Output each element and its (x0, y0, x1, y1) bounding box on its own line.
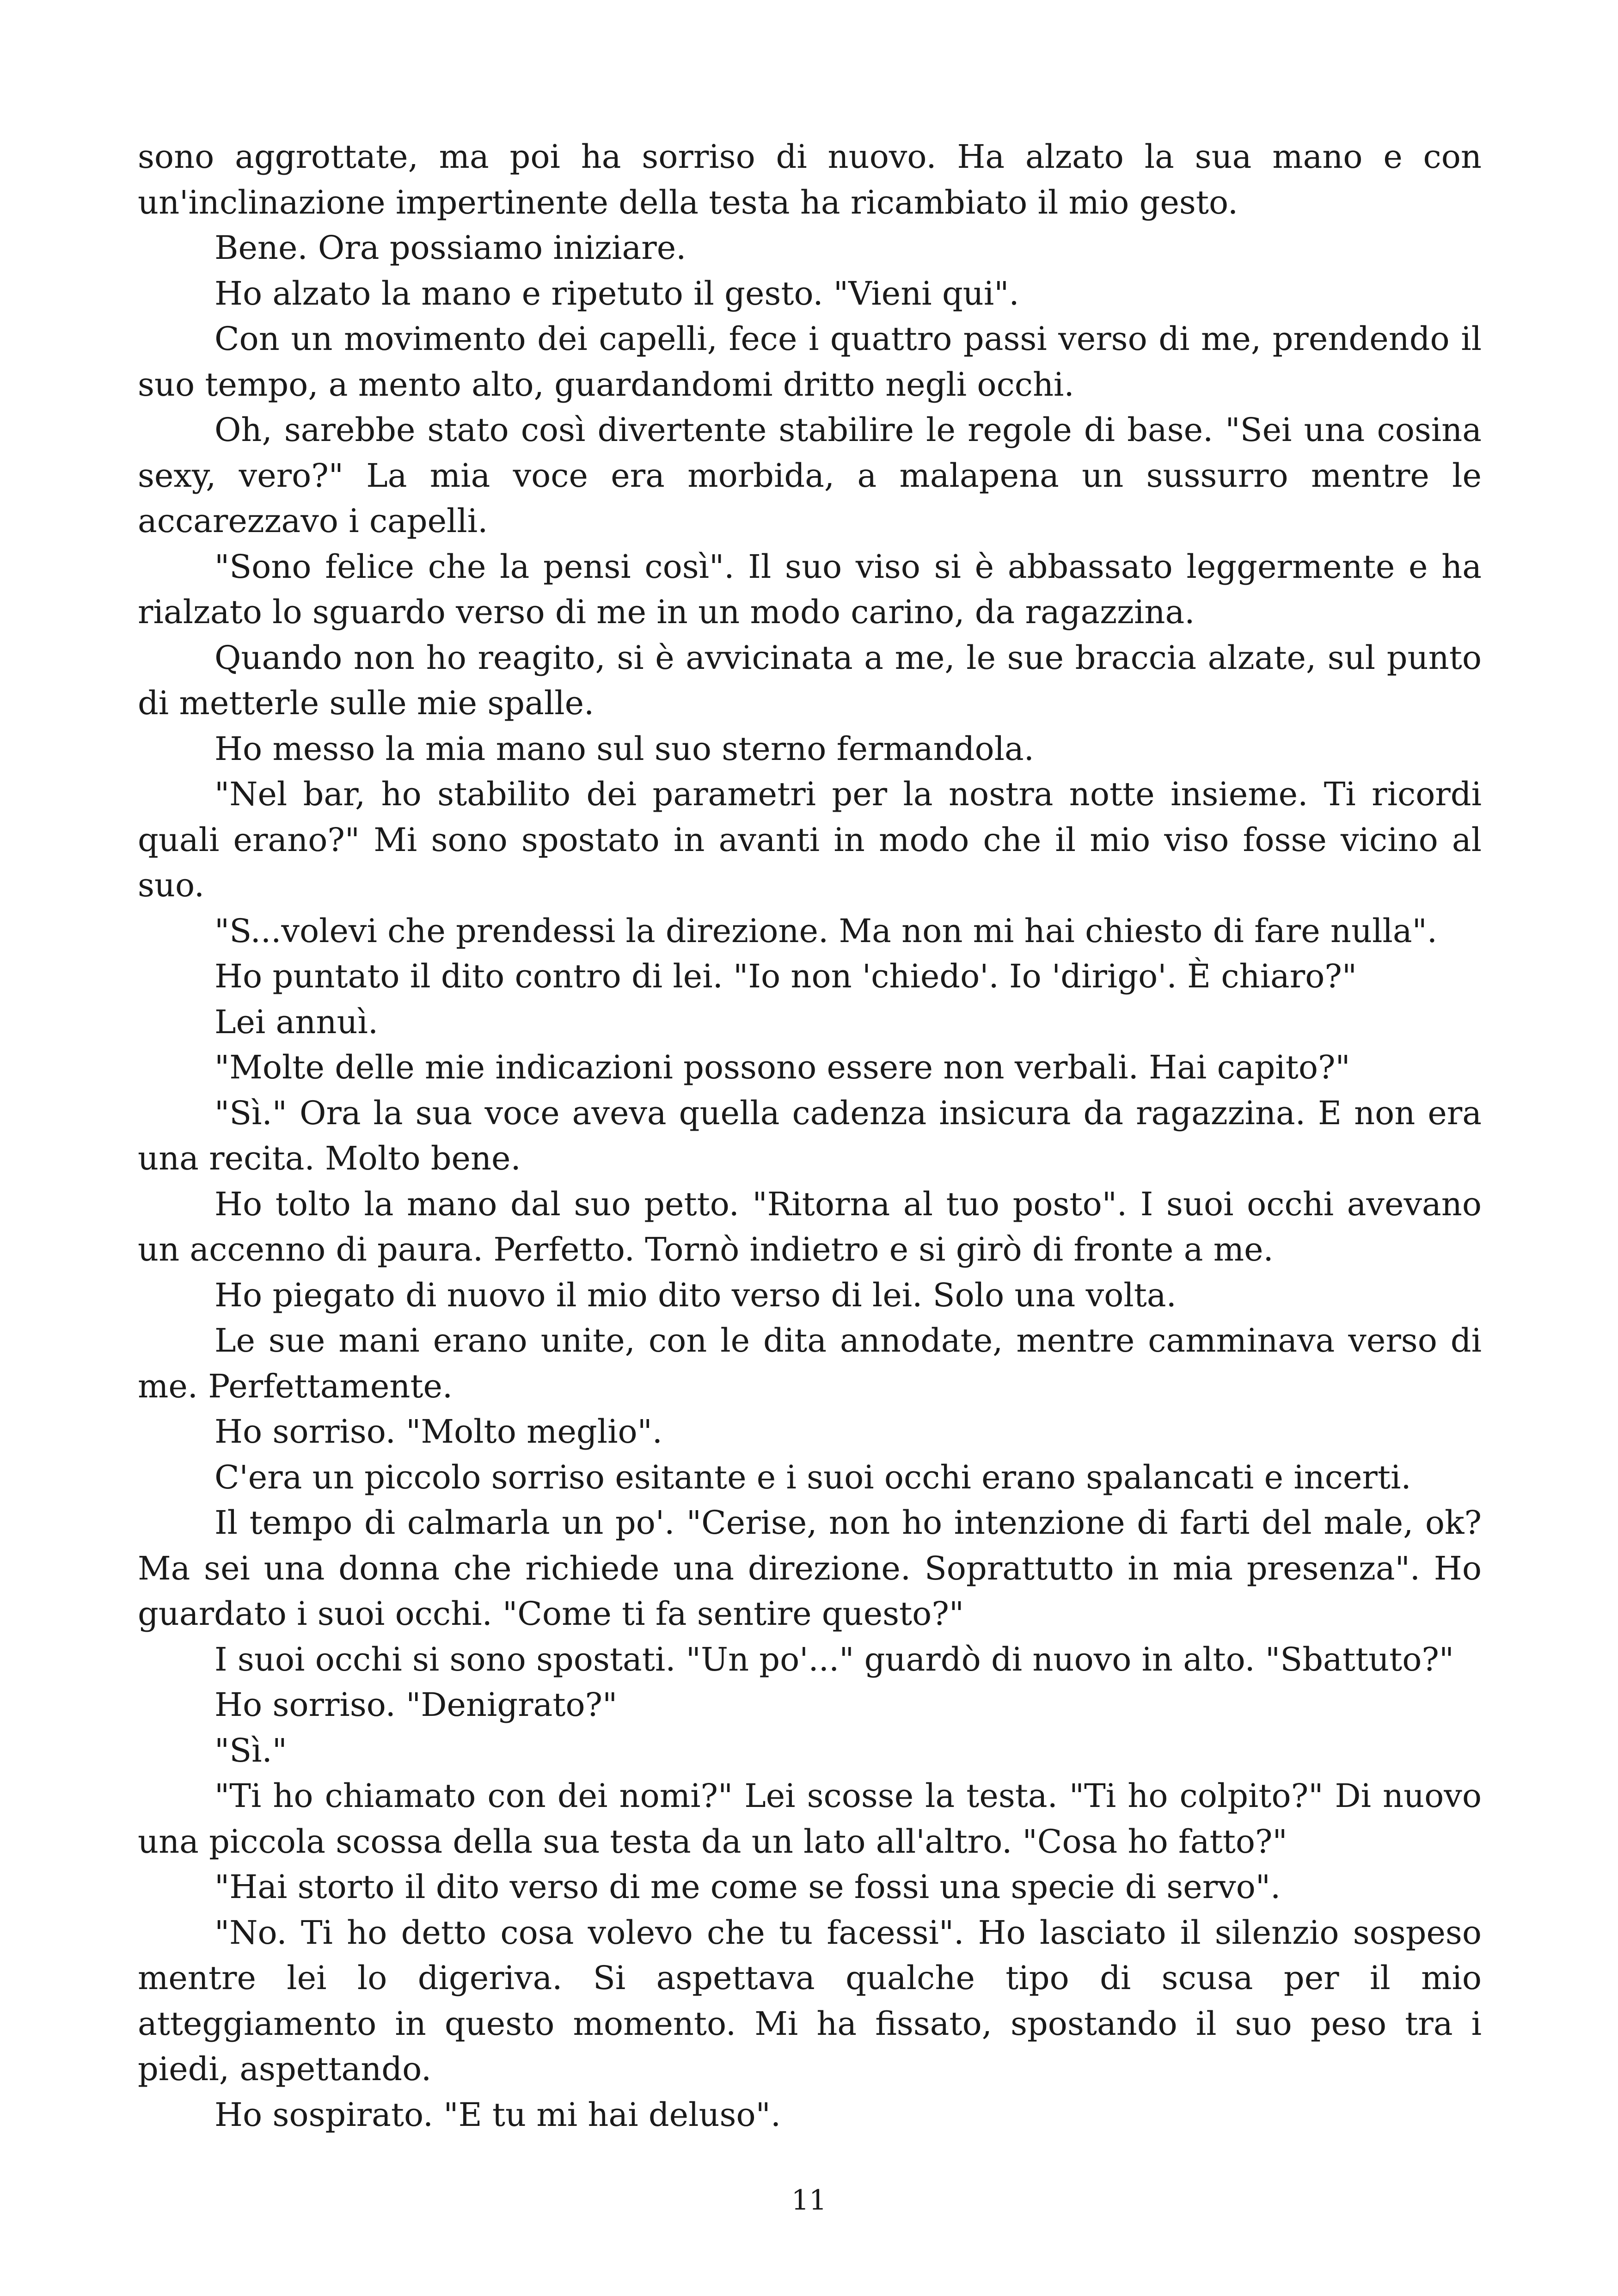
paragraph: Il tempo di calmarla un po'. "Cerise, non ho intenzione di farti del male, ok? Ma sei una donna che richiede una direzione. Soprattutto in mia presenza". Ho guardato i suoi occhi. "Come ti fa sentire questo?" (138, 1504, 1482, 1633)
paragraph: sono aggrottate, ma poi ha sorriso di nuovo. Ha alzato la sua mano e con un'inclinazione impertinente della testa ha ricambiato il mio gesto. (138, 138, 1482, 221)
paragraph: Ho puntato il dito contro di lei. "Io non 'chiedo'. Io 'dirigo'. È chiaro?" (215, 957, 1357, 995)
paragraph: "S...volevi che prendessi la direzione. Ma non mi hai chiesto di fare nulla". (215, 912, 1438, 950)
paragraph: Ho sorriso. "Molto meglio". (215, 1413, 663, 1451)
paragraph: Quando non ho reagito, si è avvicinata a me, le sue braccia alzate, sul punto di metterle sulle mie spalle. (138, 638, 1482, 722)
paragraph: "Sì." (215, 1731, 287, 1769)
paragraph: "Sono felice che la pensi così". Il suo viso si è abbassato leggermente e ha rialzato lo sguardo verso di me in un modo carino, da ragazzina. (138, 547, 1482, 631)
body-text (138, 134, 1482, 2137)
page-number: 11 (791, 2184, 827, 2216)
paragraph: Con un movimento dei capelli, fece i quattro passi verso di me, prendendo il suo tempo, a mento alto, guardandomi dritto negli occhi. (138, 320, 1482, 404)
paragraph: "Nel bar, ho stabilito dei parametri per la nostra notte insieme. Ti ricordi quali erano?" Mi sono spostato in avanti in modo che il mio viso fosse vicino al suo. (138, 775, 1482, 904)
paragraph: Bene. Ora possiamo iniziare. (215, 229, 686, 267)
paragraph: Ho piegato di nuovo il mio dito verso di lei. Solo una volta. (215, 1276, 1177, 1314)
paragraph: Ho tolto la mano dal suo petto. "Ritorna al tuo posto". I suoi occhi avevano un accenno di paura. Perfetto. Tornò indietro e si girò di fronte a me. (138, 1185, 1482, 1268)
paragraph: Ho sorriso. "Denigrato?" (215, 1686, 618, 1724)
paragraph: Ho sospirato. "E tu mi hai deluso". (215, 2095, 781, 2134)
paragraph: "Sì." Ora la sua voce aveva quella cadenza insicura da ragazzina. E non era una recita. Molto bene. (138, 1094, 1482, 1177)
paragraph: "Molte delle mie indicazioni possono essere non verbali. Hai capito?" (215, 1048, 1350, 1086)
paragraph: I suoi occhi si sono spostati. "Un po'..." guardò di nuovo in alto. "Sbattuto?" (215, 1640, 1454, 1678)
paragraph: "No. Ti ho detto cosa volevo che tu facessi". Ho lasciato il silenzio sospeso mentre lei lo digeriva. Si aspettava qualche tipo di scusa per il mio atteggiamento in questo momento. Mi ha fissato, spostando il suo peso tra i piedi, aspettando. (138, 1913, 1482, 2088)
paragraph: Ho alzato la mano e ripetuto il gesto. "Vieni qui". (215, 274, 1019, 312)
paragraph: Ho messo la mia mano sul suo sterno fermandola. (215, 729, 1034, 768)
paragraph: Oh, sarebbe stato così divertente stabilire le regole di base. "Sei una cosina sexy, vero?" La mia voce era morbida, a malapena un sussurro mentre le accarezzavo i capelli. (138, 411, 1482, 540)
paragraph: C'era un piccolo sorriso esitante e i suoi occhi erano spalancati e incerti. (215, 1458, 1411, 1496)
paragraph: Lei annuì. (215, 1003, 379, 1041)
paragraph: "Ti ho chiamato con dei nomi?" Lei scosse la testa. "Ti ho colpito?" Di nuovo una piccola scossa della sua testa da un lato all'altro. "Cosa ho fatto?" (138, 1777, 1482, 1861)
paragraph: "Hai storto il dito verso di me come se fossi una specie di servo". (215, 1868, 1281, 1906)
paragraph: Le sue mani erano unite, con le dita annodate, mentre camminava verso di me. Perfettamente. (138, 1322, 1482, 1405)
